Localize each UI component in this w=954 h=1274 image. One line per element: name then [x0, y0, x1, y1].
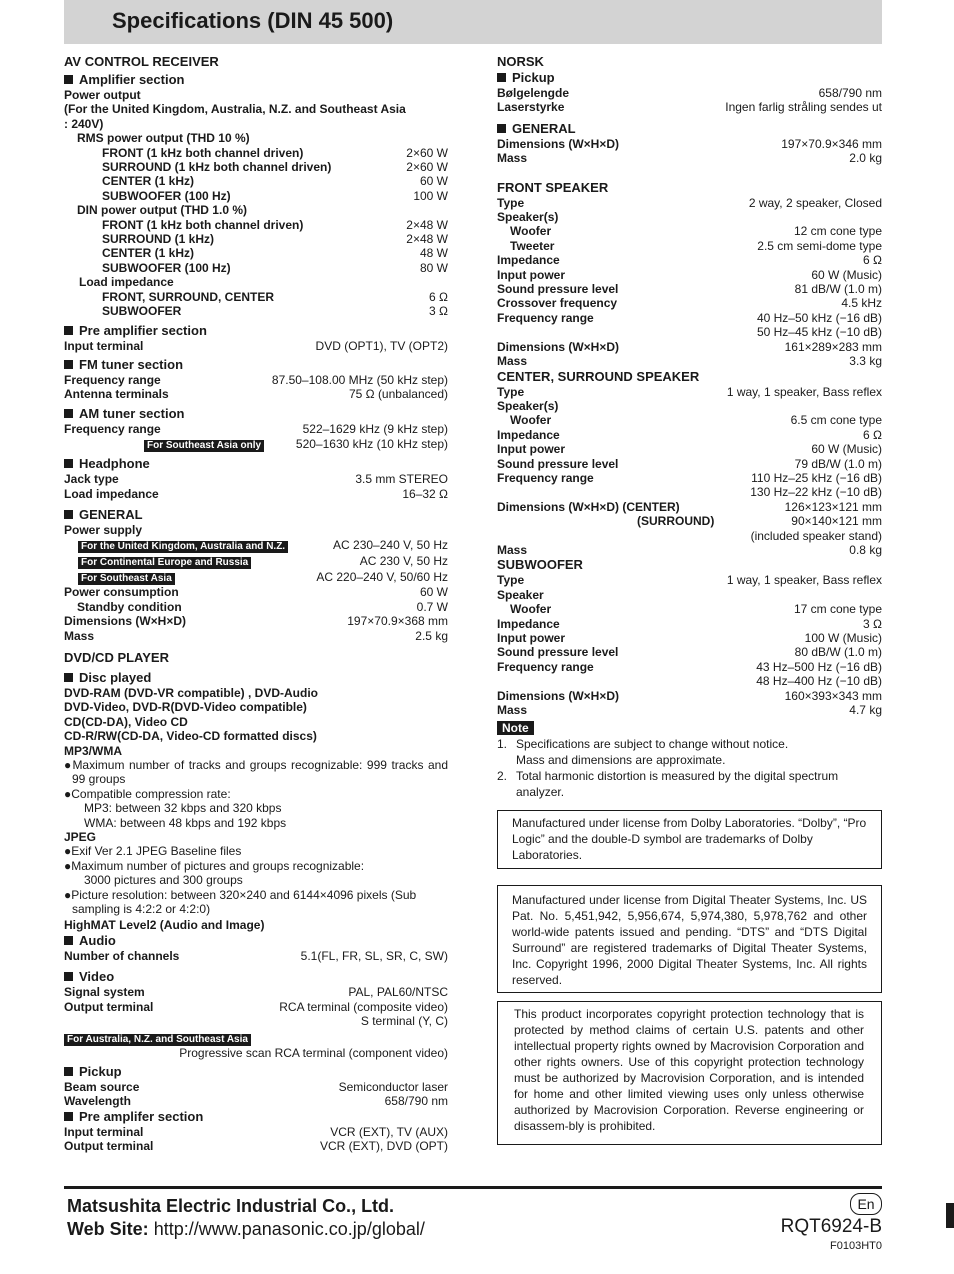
din-rows	[64, 218, 448, 276]
website-link[interactable]: http://www.panasonic.co.jp/global/	[153, 1219, 425, 1239]
spec-row: Output terminal RCA terminal (composite video)	[64, 999, 448, 1014]
bullet-square-icon	[64, 673, 73, 682]
preamp-rows	[64, 1125, 448, 1154]
company-name: Matsushita Electric Industrial Co., Ltd.	[67, 1196, 395, 1216]
subwoofer-heading: SUBWOOFER	[497, 557, 583, 573]
spec-row: Beam source Semiconductor laser	[64, 1079, 448, 1094]
spec-row: Dimensions (W×H×D) (CENTER) 126×123×121 mm	[497, 499, 882, 514]
jpeg-label: JPEG	[64, 830, 97, 845]
spec-row: Impedance 3 Ω	[497, 616, 882, 631]
dts-notice: Manufactured under license from Digital Theater Systems, Inc. US Pat. No. 5,451,942, 5,956,674, 5,974,380, 5,978,762 and other world-wide patents issued and pending. “DTS” and “DTS Digital Surround” are registered trademarks of Digital Theater Systems, Inc. Copyright 1996, 2000 Digital Theater Systems, Inc. All rights reserved.	[497, 885, 882, 993]
av-heading: AV CONTROL RECEIVER	[64, 54, 219, 69]
bullet-square-icon	[497, 124, 506, 133]
spec-row: Mass 3.3 kg	[497, 354, 882, 369]
spec-row: Load impedance 16–32 Ω	[64, 486, 448, 501]
spec-row: Sound pressure level 79 dB/W (1.0 m)	[497, 456, 882, 471]
note-label: Note	[497, 721, 534, 735]
page-edge-marker	[946, 1203, 954, 1228]
load-rows	[64, 290, 448, 319]
title-bar	[64, 0, 882, 44]
spec-row: Laserstyrke Ingen farlig stråling sendes ut	[497, 100, 882, 115]
front-speaker-heading: FRONT SPEAKER	[497, 179, 609, 195]
spec-row: Output terminal VCR (EXT), DVD (OPT)	[64, 1139, 448, 1154]
spec-row: SUBWOOFER 3 Ω	[102, 304, 448, 319]
spec-row: CENTER (1 kHz) 48 W	[102, 246, 448, 261]
front-rows-2	[497, 340, 882, 369]
highmat-label: HighMAT Level2 (Audio and Image)	[64, 918, 265, 933]
spec-value: S terminal (Y, C)	[360, 1014, 448, 1029]
spec-row: Jack type 3.5 mm STEREO	[64, 472, 448, 487]
norsk-general-rows	[497, 137, 882, 166]
dvd-heading: DVD/CD PLAYER	[64, 649, 169, 665]
footer-rule	[64, 1186, 882, 1189]
spec-row: Input power 100 W (Music)	[497, 631, 882, 645]
spec-row: Standby condition 0.7 W	[77, 599, 448, 614]
spec-row: Power consumption 60 W	[64, 585, 448, 600]
spec-row: Mass 2.0 kg	[497, 151, 882, 166]
subwoofer-rows	[497, 617, 882, 675]
region-tag: For the United Kingdom, Australia and N.Z.	[78, 541, 288, 553]
rms-rows	[64, 146, 448, 204]
note-item: 2. Total harmonic distortion is measured by the digital spectrum analyzer.	[497, 768, 839, 799]
spec-row: FRONT, SURROUND, CENTER 6 Ω	[102, 289, 448, 304]
spec-value: Progressive scan RCA terminal (component video)	[179, 1045, 448, 1060]
jpeg-count: 3000 pictures and 300 groups	[84, 873, 243, 888]
spec-row: Type 1 way, 1 speaker, Bass reflex	[497, 573, 882, 588]
website: Web Site: http://www.panasonic.co.jp/global/	[67, 1219, 425, 1239]
language-badge: En	[850, 1193, 882, 1215]
list-item: MP3/WMA	[64, 743, 122, 758]
spec-row: Antenna terminals 75 Ω (unbalanced)	[64, 387, 448, 402]
preamp-heading: Pre amplifer section	[64, 1109, 448, 1125]
spec-row: Impedance 6 Ω	[497, 427, 882, 442]
spec-row: Input power 60 W (Music)	[497, 442, 882, 457]
bullet-square-icon	[64, 936, 73, 945]
spec-row: Sound pressure level 81 dB/W (1.0 m)	[497, 282, 882, 297]
bullet-square-icon	[64, 972, 73, 981]
page-title: Specifications (DIN 45 500)	[112, 8, 394, 33]
spec-row: Input power 60 W (Music)	[497, 267, 882, 282]
video-heading: Video	[64, 969, 448, 985]
bullet-square-icon	[64, 1067, 73, 1076]
macrovision-notice: This product incorporates copyright protection technology that is protected by method claims of certain U.S. patents and other intellectual property rights owned by Macrovision Corporation and other rights owners. Use of this copyright protection technology must be authorized by Macrovision Corporation, and is intended for home and other limited viewing uses only unless otherwise authorized by Macrovision Corporation. Reverse engineering or disassem-bly is prohibited.	[497, 1001, 882, 1145]
power-supply-rows	[64, 538, 448, 585]
spec-row: Number of channels 5.1(FL, FR, SL, SR, C, SW)	[64, 948, 448, 963]
spec-row: Type 1 way, 1 speaker, Bass reflex	[497, 384, 882, 399]
spec-row: For Southeast Asia AC 220–240 V, 50/60 Hz	[64, 570, 448, 585]
spec-row: Dimensions (W×H×D) 161×289×283 mm	[497, 339, 882, 354]
spec-row: For the United Kingdom, Australia and N.Z. AC 230–240 V, 50 Hz	[64, 538, 448, 553]
pre-amp-heading: Pre amplifier section	[64, 323, 448, 339]
spec-row: Mass 4.7 kg	[497, 703, 882, 718]
speaker-label: Speaker	[497, 587, 544, 602]
region-tag: For Australia, N.Z. and Southeast Asia	[64, 1034, 251, 1046]
bullet-square-icon	[64, 75, 73, 84]
note-item: 1. Specifications are subject to change without notice.	[497, 736, 789, 751]
spec-row: Bølgelengde 658/790 nm	[497, 86, 882, 100]
norsk-rows	[497, 86, 882, 115]
bullet-square-icon	[64, 360, 73, 369]
spec-row: CENTER (1 kHz) 60 W	[102, 174, 448, 189]
spec-value: 130 Hz–22 kHz (−10 dB)	[750, 485, 882, 500]
power-supply-label: Power supply	[64, 522, 143, 537]
norsk-heading: NORSK	[497, 54, 544, 69]
list-item: CD(CD-DA), Video CD	[64, 714, 188, 729]
headphone-heading: Headphone	[64, 456, 448, 472]
norsk-general-heading: GENERAL	[497, 121, 882, 137]
spec-row: Frequency range 522–1629 kHz (9 kHz step)	[64, 421, 448, 436]
spec-row: SUBWOOFER (100 Hz) 100 W	[102, 188, 448, 203]
bullet-square-icon	[64, 326, 73, 335]
spec-row: Type 2 way, 2 speaker, Closed	[497, 195, 882, 210]
region-note-cont: : 240V)	[64, 116, 104, 131]
rms-label: RMS power output (THD 10 %)	[77, 131, 250, 146]
region-note: (For the United Kingdom, Australia, N.Z. and Southeast Asia	[64, 102, 406, 117]
right-column	[497, 54, 882, 1145]
spec-value: 50 Hz–45 kHz (−10 dB)	[756, 325, 882, 340]
spec-value: 48 Hz–400 Hz (−10 dB)	[756, 674, 882, 689]
spec-row: Frequency range 87.50–108.00 MHz (50 kHz step)	[64, 372, 448, 387]
spec-row: (SURROUND) 90×140×121 mm	[637, 514, 882, 529]
mp3-bullet: ●Compatible compression rate:	[64, 786, 231, 801]
spec-row: Mass 0.8 kg	[497, 542, 882, 557]
mp3-rate: MP3: between 32 kbps and 320 kbps	[84, 801, 282, 816]
bullet-square-icon	[64, 1112, 73, 1121]
spec-row: For Southeast Asia only 520–1630 kHz (10 kHz step)	[64, 437, 448, 452]
spec-row: SURROUND (1 kHz both channel driven) 2×60 W	[102, 160, 448, 175]
din-label: DIN power output (THD 1.0 %)	[77, 203, 247, 218]
spec-row: Dimensions (W×H×D) 197×70.9×368 mm	[64, 614, 448, 629]
bullet-square-icon	[64, 409, 73, 418]
region-tag: For Southeast Asia	[78, 573, 175, 585]
pickup-rows	[64, 1080, 448, 1109]
general-heading: GENERAL	[64, 507, 448, 523]
spec-row: Mass 2.5 kg	[64, 628, 448, 643]
spec-row: FRONT (1 kHz both channel driven) 2×48 W	[102, 217, 448, 232]
speakers-label: Speaker(s)	[497, 210, 559, 225]
spec-row: SUBWOOFER (100 Hz) 80 W	[102, 260, 448, 275]
spec-row: Input terminal VCR (EXT), TV (AUX)	[64, 1124, 448, 1139]
jpeg-bullet: ●Picture resolution: between 320×240 and 6144×4096 pixels (Sub sampling is 4:2:2 or 4:2:0)	[64, 887, 417, 917]
list-item: DVD-RAM (DVD-VR compatible) , DVD-Audio	[64, 685, 318, 700]
spec-row: Frequency range 40 Hz–50 kHz (−16 dB)	[497, 310, 882, 325]
spec-row: Crossover frequency 4.5 kHz	[497, 296, 882, 311]
spec-row: Woofer 6.5 cm cone type	[510, 413, 882, 428]
spec-row: Impedance 6 Ω	[497, 253, 882, 268]
spec-row: Woofer 12 cm cone type	[510, 224, 882, 239]
subwoofer-rows-2	[497, 689, 882, 718]
spec-row: Dimensions (W×H×D) 160×393×343 mm	[497, 688, 882, 703]
list-item: CD-R/RW(CD-DA, Video-CD formatted discs)	[64, 729, 317, 744]
fm-heading: FM tuner section	[64, 357, 448, 373]
jpeg-bullet: ●Exif Ver 2.1 JPEG Baseline files	[64, 844, 242, 859]
spec-row: Tweeter 2.5 cm semi-dome type	[510, 238, 882, 253]
headphone-rows	[64, 472, 448, 501]
center-rows	[497, 428, 882, 486]
power-output-label: Power output	[64, 88, 141, 102]
pre-amp-rows	[64, 339, 448, 353]
center-speaker-heading: CENTER, SURROUND SPEAKER	[497, 368, 700, 384]
am-heading: AM tuner section	[64, 406, 448, 422]
disc-heading: Disc played	[64, 670, 448, 686]
spec-row: Woofer 17 cm cone type	[510, 602, 882, 617]
mp3-bullet: ●Maximum number of tracks and groups recognizable: 999 tracks and 99 groups	[64, 758, 448, 787]
bullet-square-icon	[64, 510, 73, 519]
region-tag: For Continental Europe and Russia	[78, 557, 251, 569]
region-tag: For Southeast Asia only	[144, 440, 264, 452]
wma-rate: WMA: between 48 kbps and 192 kbps	[84, 815, 287, 830]
left-column	[64, 54, 448, 1154]
spec-row: Wavelength 658/790 nm	[64, 1094, 448, 1109]
list-item: DVD-Video, DVD-R(DVD-Video compatible)	[64, 700, 307, 715]
norsk-pickup-heading: Pickup	[497, 70, 882, 86]
jpeg-bullet: ●Maximum number of pictures and groups recognizable:	[64, 858, 365, 873]
spec-row: Dimensions (W×H×D) 197×70.9×346 mm	[497, 136, 882, 151]
spec-row: FRONT (1 kHz both channel driven) 2×60 W	[102, 145, 448, 160]
pickup-heading: Pickup	[64, 1064, 448, 1080]
audio-heading: Audio	[64, 933, 448, 949]
spec-row: Frequency range 110 Hz–25 kHz (−16 dB)	[497, 470, 882, 485]
load-label: Load impedance	[79, 275, 174, 290]
print-code: F0103HT0	[830, 1240, 882, 1252]
front-rows	[497, 253, 882, 325]
general-rows	[64, 585, 448, 599]
spec-row: SURROUND (1 kHz) 2×48 W	[102, 232, 448, 247]
disc-list	[64, 686, 448, 758]
fm-rows	[64, 373, 448, 402]
amplifier-heading: Amplifier section	[64, 72, 448, 88]
spec-row: Frequency range 43 Hz–500 Hz (−16 dB)	[497, 659, 882, 674]
spec-row: Input terminal DVD (OPT1), TV (OPT2)	[64, 338, 448, 353]
model-number: RQT6924-B	[780, 1216, 882, 1237]
speakers-label: Speaker(s)	[497, 398, 559, 413]
note-item: Mass and dimensions are approximate.	[516, 752, 726, 767]
spec-row: For Continental Europe and Russia AC 230 V, 50 Hz	[64, 554, 448, 569]
dolby-notice: Manufactured under license from Dolby Laboratories. “Dolby”, “Pro Logic” and the double-D symbol are trademarks of Dolby Laboratories.	[497, 810, 882, 869]
spec-row: Sound pressure level 80 dB/W (1.0 m)	[497, 645, 882, 660]
bullet-square-icon	[64, 459, 73, 468]
general-rows-2	[64, 614, 448, 643]
spec-value: (included speaker stand)	[750, 528, 882, 543]
bullet-square-icon	[497, 73, 506, 82]
spec-row: Signal system PAL, PAL60/NTSC	[64, 985, 448, 1000]
audio-rows	[64, 949, 448, 963]
